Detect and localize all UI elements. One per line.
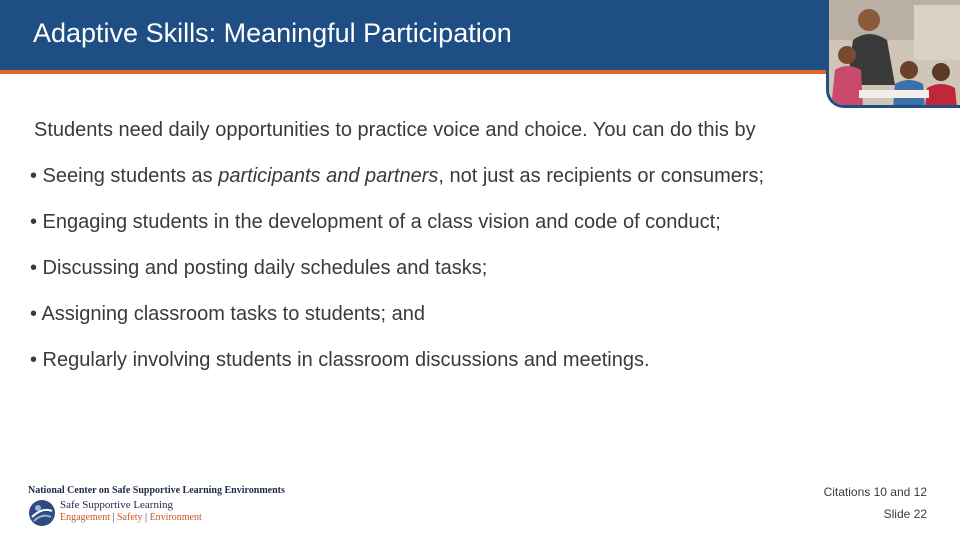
globe-icon — [28, 499, 56, 527]
bullet-emphasis: participants and partners — [218, 165, 439, 187]
slide-body — [30, 117, 934, 393]
ncssle-logo — [28, 485, 308, 529]
bullet-item: • Regularly involving students in classroom discussions and meetings. — [30, 349, 650, 371]
bullet-item — [30, 163, 934, 189]
bullet-text: , not just as recipients or consumers; — [438, 165, 765, 187]
citation-text: Citations 10 and 12 — [823, 485, 927, 499]
logo-environment: Environment — [149, 512, 202, 523]
intro-text: Students need daily opportunities to practice voice and choice. You can do this by — [34, 119, 756, 141]
title-underline — [0, 70, 960, 74]
bullet-item: • Discussing and posting daily schedules and tasks; — [30, 257, 488, 279]
logo-separator: | — [142, 512, 150, 523]
slide-number: Slide 22 — [883, 507, 927, 521]
slide-title: Adaptive Skills: Meaningful Participation — [33, 18, 512, 48]
logo-engagement: Engagement — [60, 512, 110, 523]
logo-tagline: Safe Supportive Learning — [60, 499, 174, 511]
logo-org-name: National Center on Safe Supportive Learning Environments — [28, 485, 285, 496]
logo-separator: | — [109, 512, 117, 523]
bullet-item: • Assigning classroom tasks to students; and — [30, 303, 425, 325]
bullet-item: • Engaging students in the development of a class vision and code of conduct; — [30, 211, 721, 233]
classroom-photo — [826, 0, 960, 108]
logo-safety: Safety — [117, 512, 143, 523]
logo-subtagline — [60, 512, 202, 523]
bullet-text: • Seeing students as — [30, 165, 219, 187]
